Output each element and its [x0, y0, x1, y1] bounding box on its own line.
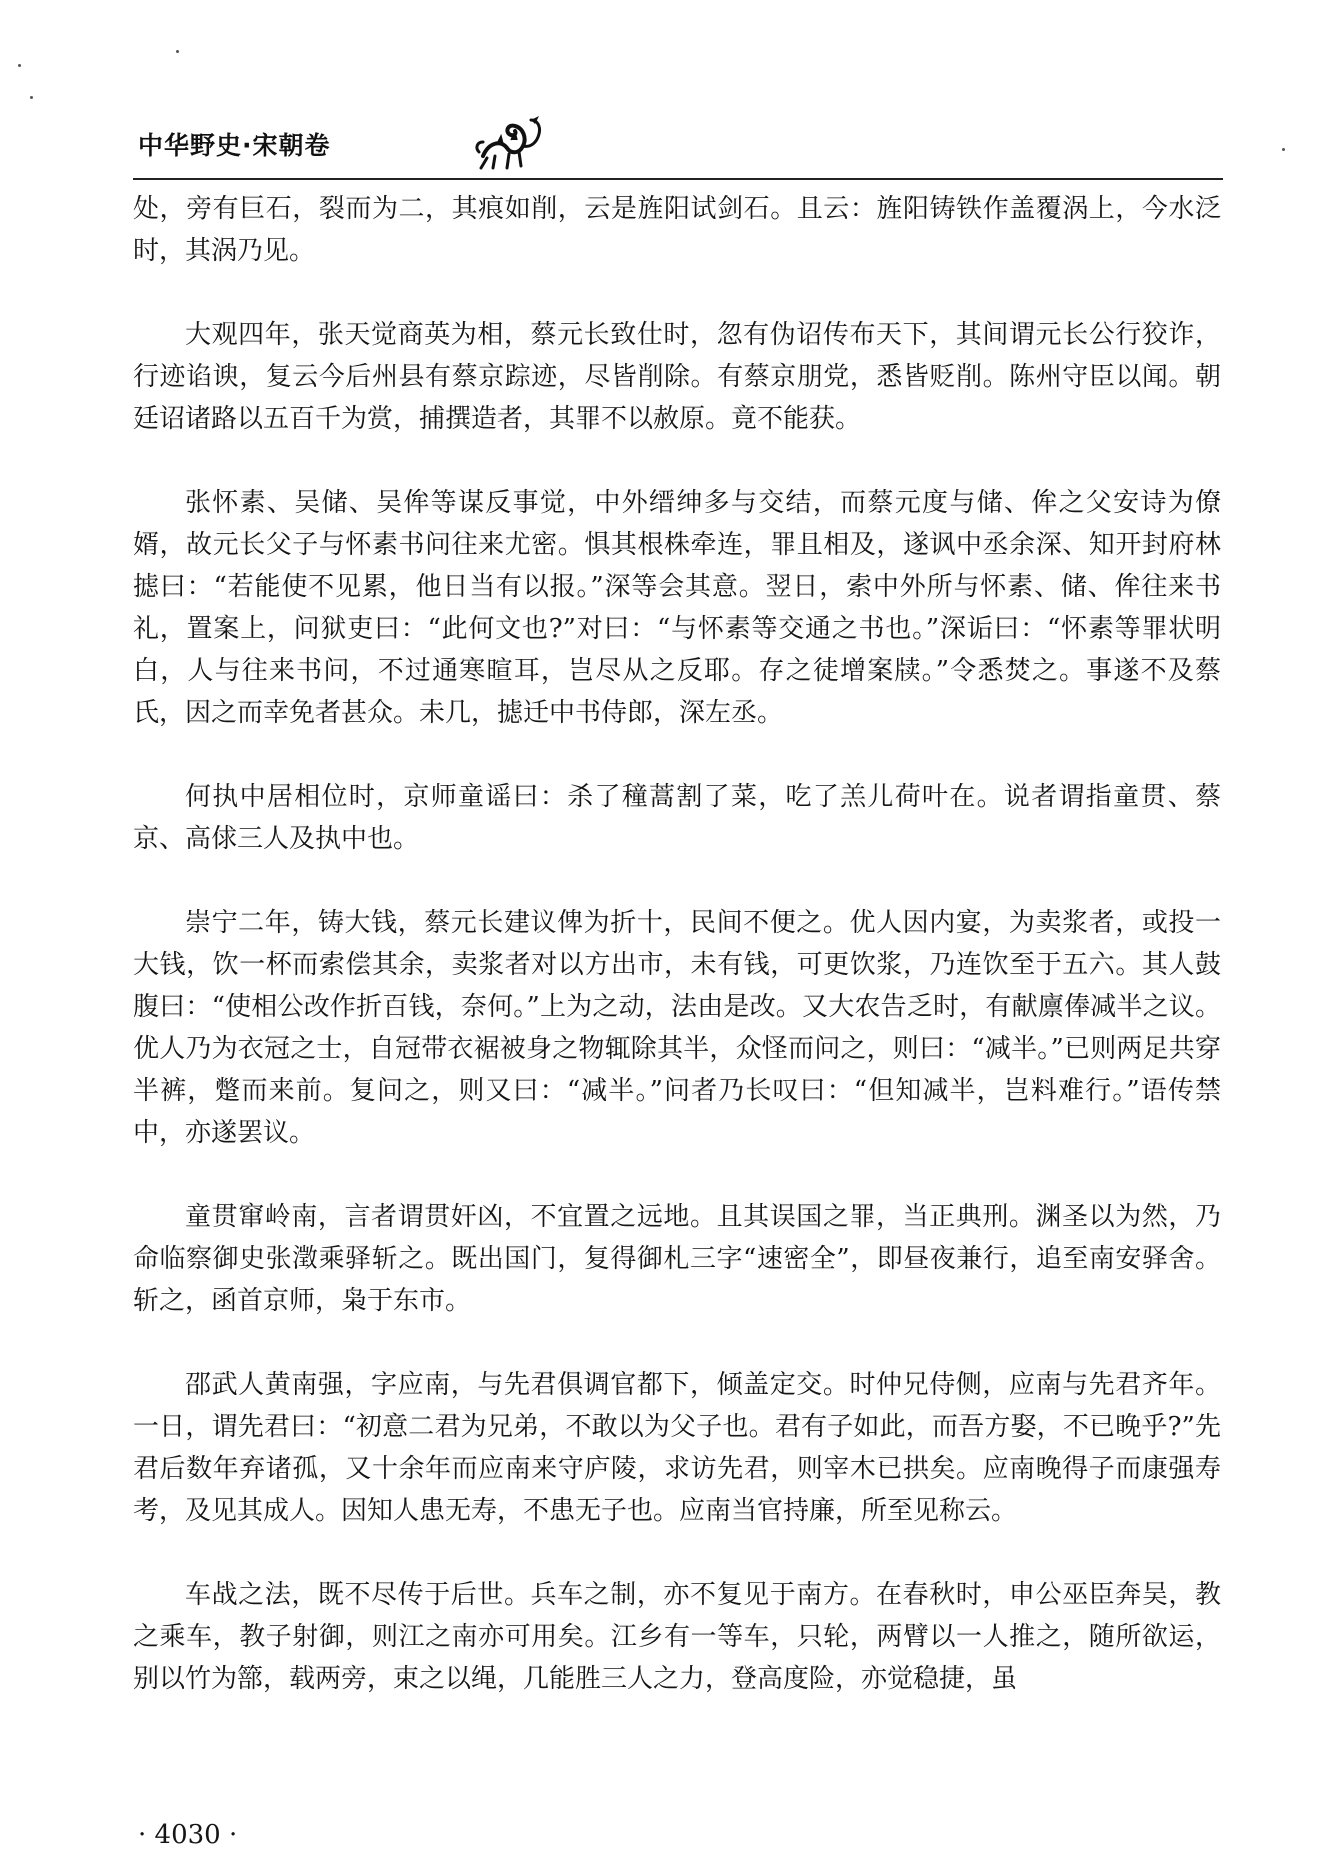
- header-divider: [133, 178, 1223, 180]
- scan-speck: [18, 64, 21, 67]
- paragraph: 何执中居相位时，京师童谣曰：杀了穜蒿割了菜，吃了羔儿荷叶在。说者谓指童贯、蔡京、高俅三人及执中也。: [133, 782, 1221, 854]
- running-header: [138, 112, 1218, 176]
- book-title: 中华野史·宋朝卷: [138, 131, 331, 160]
- scan-speck: [176, 50, 179, 53]
- dragon-ornament-icon: [473, 112, 549, 170]
- paragraph: 张怀素、吴储、吴侔等谋反事觉，中外缙绅多与交结，而蔡元度与储、侔之父安诗为僚婿，故元长父子与怀素书问往来尤密。惧其根株牵连，罪且相及，遂讽中丞余深、知开封府林摅曰：“若能使不见累，他日当有以报。”深等会其意。翌日，索中外所与怀素、储、侔往来书礼，置案上，问狱吏曰：“此何文也?”对曰：“与怀素等交通之书也。”深诟曰：“怀素等罪状明白，人与往来书问，不过通寒暄耳，岂尽从之反耶。存之徒增案牍。”令悉焚之。事遂不及蔡氏，因之而幸免者甚众。未几，摅迁中书侍郎，深左丞。: [133, 488, 1221, 728]
- paragraph: 处，旁有巨石，裂而为二，其痕如削，云是旌阳试剑石。且云：旌阳铸铁作盖覆涡上，今水泛时，其涡乃见。: [133, 194, 1221, 266]
- body-text: [133, 188, 1221, 1700]
- scan-speck: [30, 96, 33, 99]
- paragraph: 童贯窜岭南，言者谓贯奸凶，不宜置之远地。且其误国之罪，当正典刑。渊圣以为然，乃命临察御史张澂乘驿斩之。既出国门，复得御札三字“速密全”，即昼夜兼行，追至南安驿舍。斩之，函首京师，枭于东市。: [133, 1202, 1221, 1316]
- paragraph: 大观四年，张天觉商英为相，蔡元长致仕时，忽有伪诏传布天下，其间谓元长公行狡诈，行迹谄谀，复云今后州县有蔡京踪迹，尽皆削除。有蔡京朋党，悉皆贬削。陈州守臣以闻。朝廷诏诸路以五百千为赏，捕撰造者，其罪不以赦原。竟不能获。: [133, 320, 1221, 434]
- paragraph: 邵武人黄南强，字应南，与先君俱调官都下，倾盖定交。时仲兄侍侧，应南与先君齐年。一日，谓先君曰：“初意二君为兄弟，不敢以为父子也。君有子如此，而吾方娶，不已晚乎?”先君后数年弃诸孤，又十余年而应南来守庐陵，求访先君，则宰木已拱矣。应南晚得子而康强寿考，及见其成人。因知人患无寿，不患无子也。应南当官持廉，所至见称云。: [133, 1370, 1221, 1526]
- page-number: · 4030 ·: [138, 1820, 238, 1850]
- paragraph: 车战之法，既不尽传于后世。兵车之制，亦不复见于南方。在春秋时，申公巫臣奔吴，教之乘车，教子射御，则江之南亦可用矣。江乡有一等车，只轮，两臂以一人推之，随所欲运，别以竹为篰，载两旁，束之以绳，几能胜三人之力，登高度险，亦觉稳捷，虽: [133, 1580, 1221, 1694]
- paragraph: 崇宁二年，铸大钱，蔡元长建议俾为折十，民间不便之。优人因内宴，为卖浆者，或投一大钱，饮一杯而索偿其余，卖浆者对以方出市，未有钱，可更饮浆，乃连饮至于五六。其人鼓腹曰：“使相公改作折百钱，奈何。”上为之动，法由是改。又大农告乏时，有献廪俸减半之议。优人乃为衣冠之士，自冠带衣裾被身之物辄除其半，众怪而问之，则曰：“减半。”已则两足共穿半裤，蹩而来前。复问之，则又曰：“减半。”问者乃长叹曰：“但知减半，岂料难行。”语传禁中，亦遂罢议。: [133, 908, 1221, 1148]
- scan-speck: [1282, 148, 1285, 151]
